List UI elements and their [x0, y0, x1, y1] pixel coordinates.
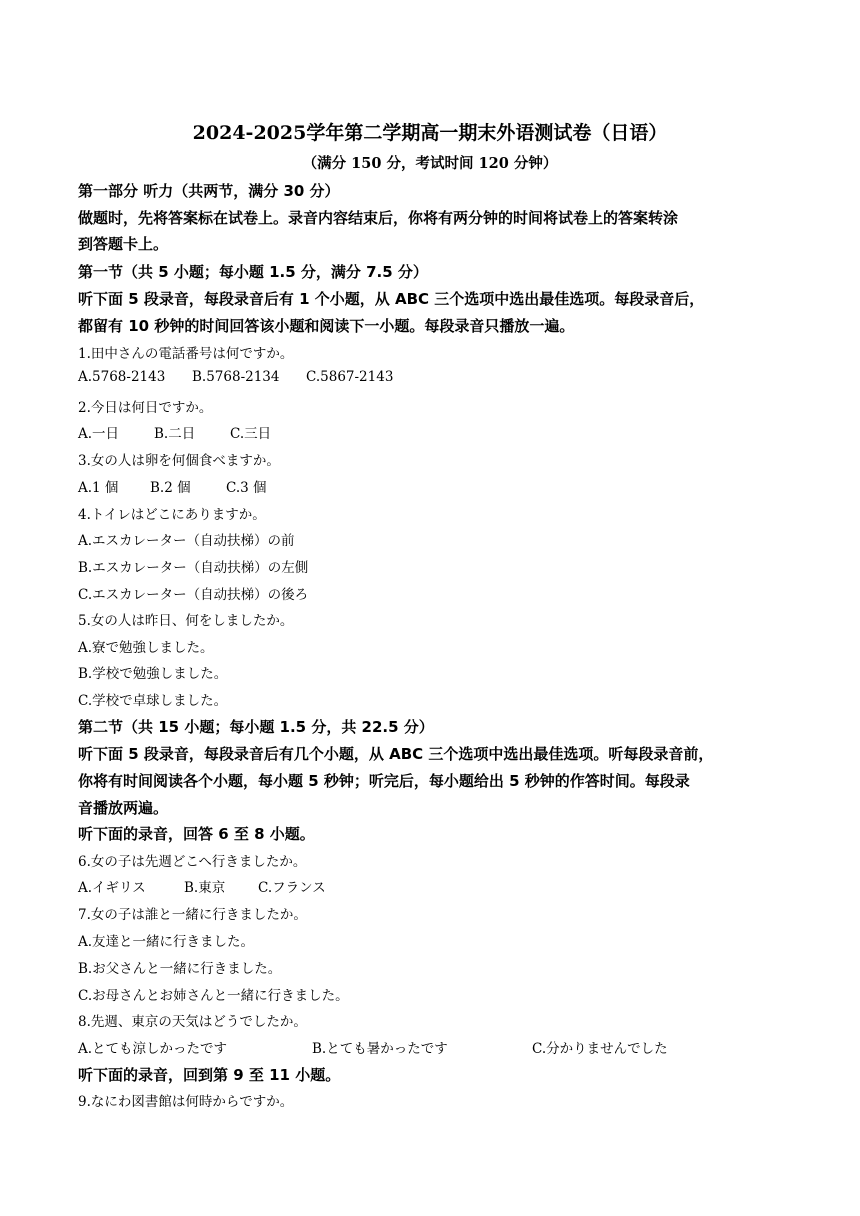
option-a: A.一日: [78, 426, 120, 442]
question-5-option-b: B.学校で勉強しました。: [78, 666, 228, 682]
section2-heading: 第二节（共 15 小题；每小题 1.5 分，共 22.5 分）: [78, 718, 434, 736]
question-5: 5.女の人は昨日、何をしましたか。: [78, 613, 294, 629]
question-4-option-a: A.エスカレーター（自动扶梯）の前: [78, 533, 295, 549]
question-3-options: [78, 476, 267, 496]
option-b: B.二日: [154, 426, 196, 442]
question-9: 9.なにわ図書館は何時からですか。: [78, 1094, 294, 1110]
option-c: C.3 個: [226, 480, 267, 496]
option-c: C.フランス: [258, 880, 326, 896]
question-2: 2.今日は何日ですか。: [78, 400, 213, 416]
question-7: 7.女の子は誰と一緒に行きましたか。: [78, 907, 307, 923]
option-a: A.イギリス: [78, 880, 146, 896]
exam-subtitle: （满分 150 分，考试时间 120 分钟）: [302, 155, 558, 172]
option-b: B.2 個: [150, 480, 191, 496]
group1-heading: 听下面的录音，回答 6 至 8 小题。: [78, 825, 315, 843]
question-3: 3.女の人は卵を何個食べますか。: [78, 453, 280, 469]
option-c: C.三日: [230, 426, 272, 442]
question-7-option-c: C.お母さんとお姉さんと一緒に行きました。: [78, 988, 349, 1004]
section2-instruction-line1: 听下面 5 段录音，每段录音后有几个小题，从 ABC 三个选项中选出最佳选项。听每段录音前，: [78, 745, 714, 763]
question-4-option-b: B.エスカレーター（自动扶梯）の左側: [78, 560, 309, 576]
section1-instruction-line1: 听下面 5 段录音，每段录音后有 1 个小题，从 ABC 三个选项中选出最佳选项。每段录音后，: [78, 290, 705, 308]
question-4: 4.トイレはどこにありますか。: [78, 507, 266, 523]
section2-instruction-line2: 你将有时间阅读各个小题，每小题 5 秒钟；听完后，每小题给出 5 秒钟的作答时间。每段录: [78, 772, 690, 790]
section2-instruction-line3: 音播放两遍。: [78, 799, 169, 817]
question-1-options: [78, 369, 393, 385]
option-b: B.とても暑かったです: [312, 1041, 448, 1057]
option-b: B.5768-2134: [192, 369, 280, 385]
option-c: C.分かりませんでした: [532, 1041, 668, 1057]
exam-title: 2024-2025学年第二学期高一期末外语测试卷（日语）: [192, 122, 668, 144]
part1-heading: 第一部分 听力（共两节，满分 30 分）: [78, 182, 340, 200]
option-a: A.1 個: [78, 480, 119, 496]
part1-instruction-line2: 到答题卡上。: [78, 235, 169, 253]
question-6: 6.女の子は先週どこへ行きましたか。: [78, 854, 307, 870]
question-5-option-a: A.寮で勉強しました。: [78, 640, 214, 656]
question-8: 8.先週、東京の天気はどうでしたか。: [78, 1014, 307, 1030]
question-8-options: [78, 1037, 668, 1057]
question-5-option-c: C.学校で卓球しました。: [78, 693, 228, 709]
option-a: A.5768-2143: [78, 369, 166, 385]
question-2-options: [78, 422, 271, 442]
option-a: A.とても涼しかったです: [78, 1041, 228, 1057]
option-b: B.東京: [184, 880, 226, 896]
question-6-options: [78, 876, 326, 896]
group2-heading: 听下面的录音，回到第 9 至 11 小题。: [78, 1066, 341, 1084]
section1-instruction-line2: 都留有 10 秒钟的时间回答该小题和阅读下一小题。每段录音只播放一遍。: [78, 317, 575, 335]
section1-heading: 第一节（共 5 小题；每小题 1.5 分，满分 7.5 分）: [78, 263, 428, 281]
part1-instruction-line1: 做题时，先将答案标在试卷上。录音内容结束后，你将有两分钟的时间将试卷上的答案转涂: [78, 209, 679, 227]
question-4-option-c: C.エスカレーター（自动扶梯）の後ろ: [78, 587, 309, 603]
question-1: 1.田中さんの電話番号は何ですか。: [78, 346, 294, 362]
question-7-option-b: B.お父さんと一緒に行きました。: [78, 961, 282, 977]
option-c: C.5867-2143: [306, 369, 394, 385]
question-7-option-a: A.友達と一緒に行きました。: [78, 934, 255, 950]
